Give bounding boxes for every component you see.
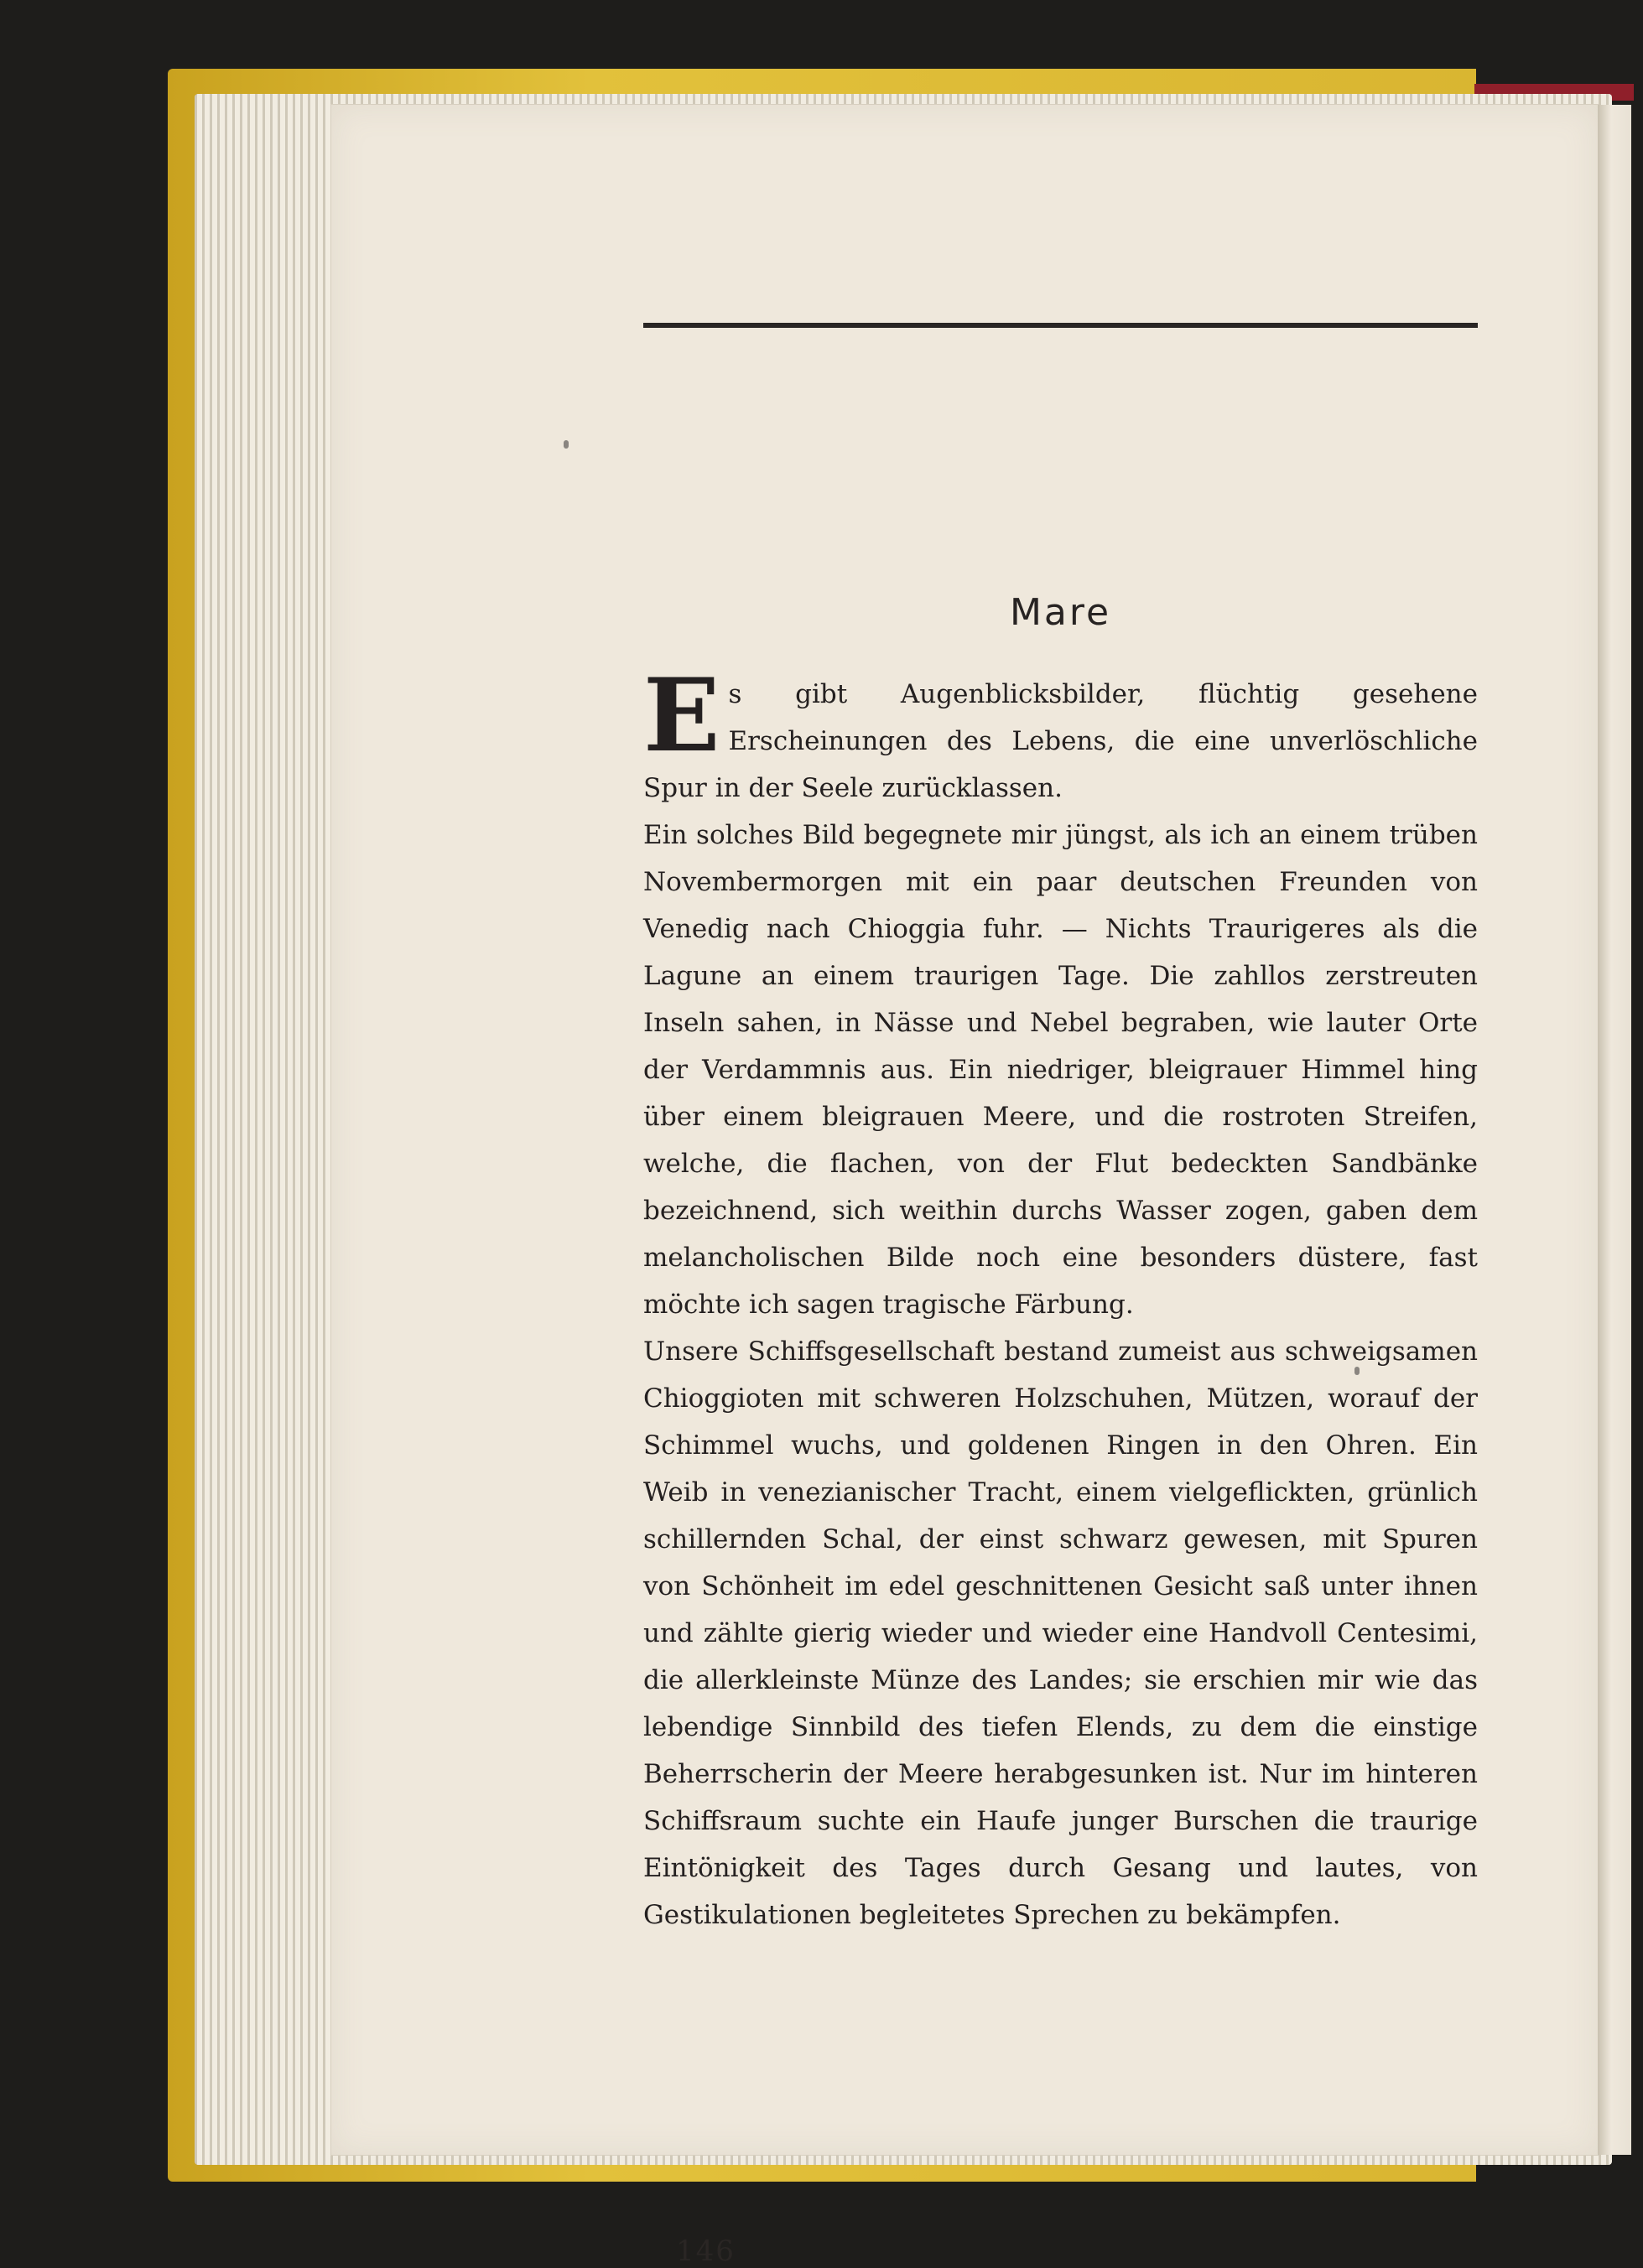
paragraph-2: Ein solches Bild begegnete mir jüngst, als ich an einem trüben Novembermorgen mit ein paar deutschen Freunden von Venedig nach Chioggia fuhr. — Nichts Traurigeres als die Lagune an einem traurigen Tage. Die zahllos zerstreuten Inseln sahen, in Nässe und Nebel begraben, wie lauter Orte der Verdammnis aus. Ein niedriger, bleigrauer Himmel hing über einem bleigrauen Meere, und die rostroten Streifen, welche, die flachen, von der Flut bedeckten Sandbänke bezeichnend, sich weithin durchs Wasser zogen, gaben dem melancholischen Bilde noch eine besonders düstere, fast möchte ich sagen tragische Färbung. (643, 820, 1478, 1320)
paper-speck (564, 440, 569, 449)
page-number: 146 (676, 2234, 736, 2268)
paragraph-3: Unsere Schiffsgesellschaft bestand zumeist aus schweigsamen Chioggioten mit schweren Holzschuhen, Mützen, worauf der Schimmel wuchs, und goldenen Ringen in den Ohren. Ein Weib in venezianischer Tracht, einem vielgeflickten, grünlich schillernden Schal, der einst schwarz gewesen, mit Spuren von Schönheit im edel geschnittenen Gesicht saß unter ihnen und zählte gierig wieder und wieder eine Handvoll Centesimi, die allerkleinste Münze des Landes; sie erschien mir wie das lebendige Sinnbild des tiefen Elends, zu dem die einstige Beherrscherin der Meere herabgesunken ist. Nur im hinteren Schiffsraum suchte ein Haufe junger Burschen die traurige Eintönigkeit des Tages durch Gesang und lautes, von Gestikulationen begleitetes Sprechen zu bekämpfen. (643, 1336, 1478, 1930)
paragraph-1 (643, 657, 1478, 812)
chapter-rule (643, 323, 1478, 328)
page-gutter (1598, 105, 1631, 2155)
paragraph-1-text: s gibt Augenblicksbilder, flüchtig gesehene Erscheinungen des Lebens, die eine unverlöschliche Spur in der Seele zurücklassen. (643, 679, 1478, 803)
chapter-title: Mare (1009, 591, 1112, 634)
drop-cap: E (643, 657, 720, 775)
chapter-body (643, 657, 1478, 1938)
